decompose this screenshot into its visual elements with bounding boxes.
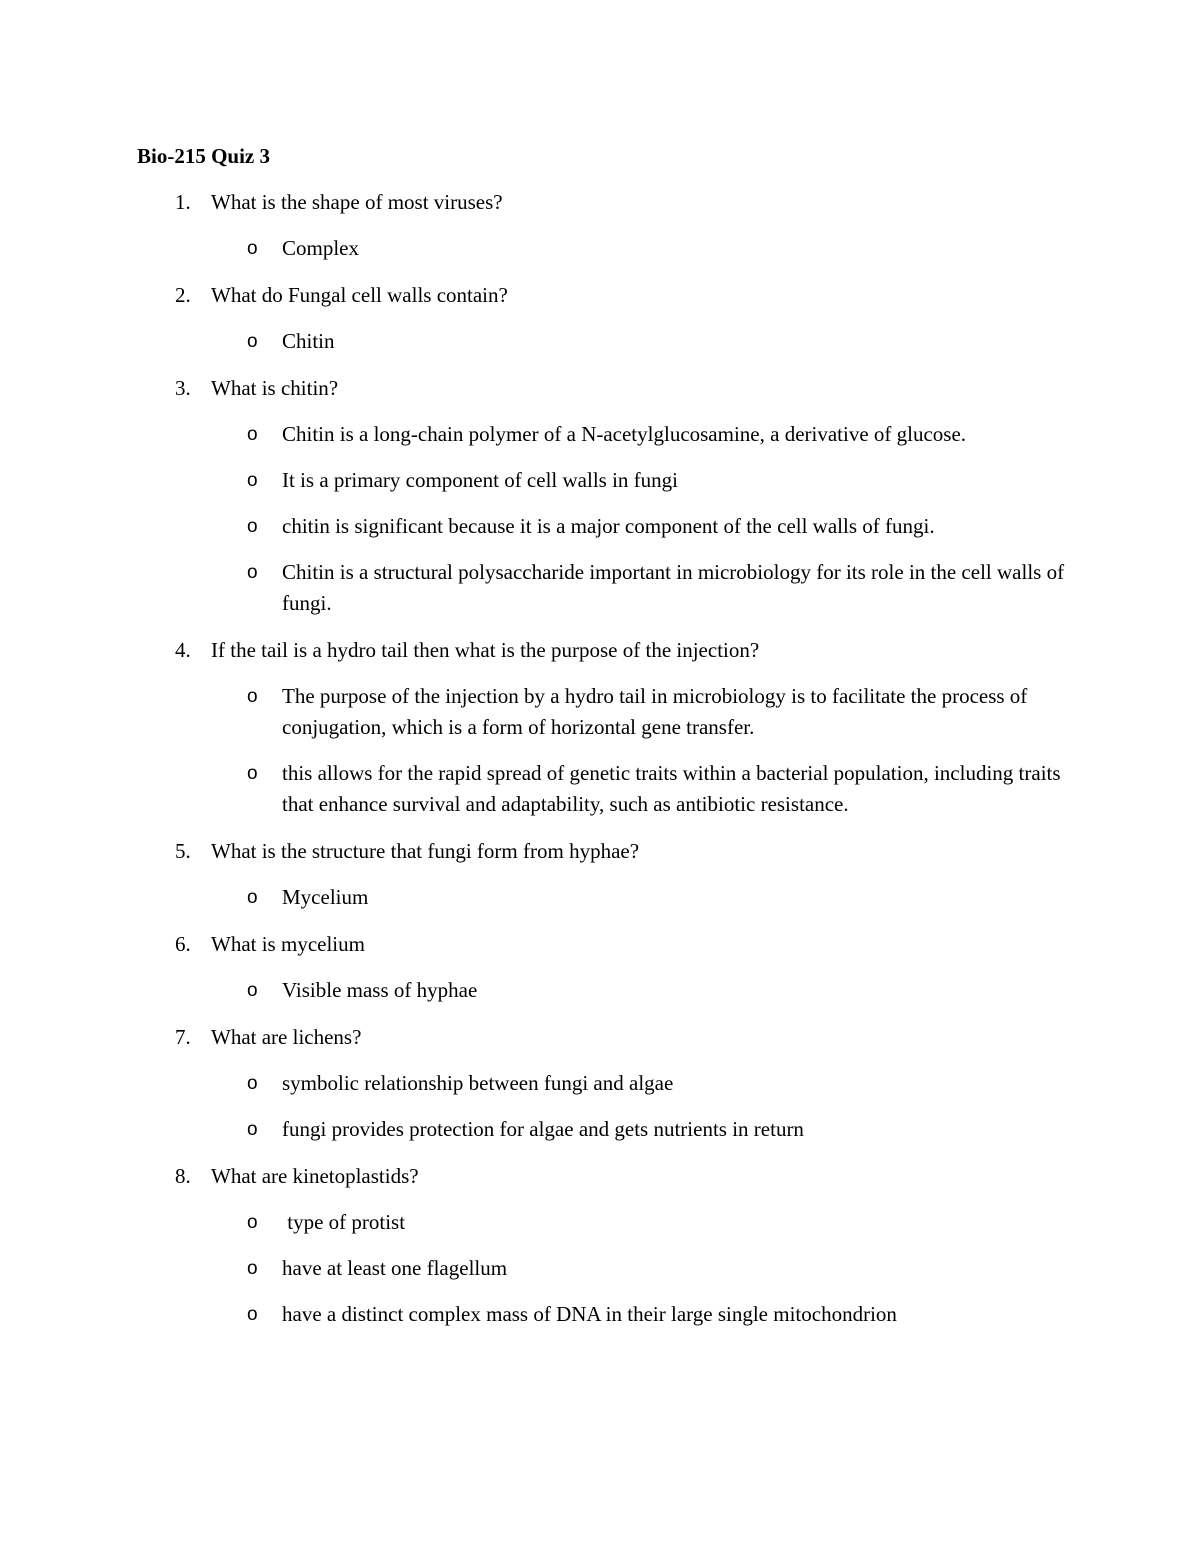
question-row [137,1021,1067,1053]
answer-item [137,758,1067,820]
bullet-icon: o [247,516,258,537]
bullet-icon: o [247,763,258,784]
bullet-icon: o [247,887,258,908]
question-number: 3. [175,376,191,400]
document-body [137,140,1070,1345]
answer-item [137,1068,1067,1099]
answer-item [137,326,1067,357]
question-item [137,186,1067,264]
answer-text: Chitin is a structural polysaccharide important in microbiology for its role in the cell walls of fungi. [282,560,1070,615]
answer-text: have a distinct complex mass of DNA in their large single mitochondrion [282,1302,897,1326]
question-text: What is chitin? [211,376,339,400]
answer-list [137,233,1067,264]
answer-item [137,1114,1067,1145]
bullet-icon: o [247,1212,258,1233]
answer-item [137,419,1067,450]
question-row [137,279,1067,311]
question-item [137,634,1067,820]
question-list [137,186,1070,1330]
question-text: What are kinetoplastids? [211,1164,419,1188]
answer-item [137,233,1067,264]
answer-text: Visible mass of hyphae [282,978,478,1002]
question-item [137,1160,1067,1330]
bullet-icon: o [247,1119,258,1140]
question-item [137,279,1067,357]
answer-item [137,465,1067,496]
question-row [137,928,1067,960]
answer-text: The purpose of the injection by a hydro tail in microbiology is to facilitate the process of conjugation, which is a form of horizontal gene transfer. [282,684,1033,739]
answer-text: have at least one flagellum [282,1256,508,1280]
question-text: What are lichens? [211,1025,362,1049]
question-number: 4. [175,638,191,662]
answer-item [137,511,1067,542]
question-text: What is the structure that fungi form from hyphae? [211,839,640,863]
answer-text: fungi provides protection for algae and gets nutrients in return [282,1117,804,1141]
answer-text: It is a primary component of cell walls in fungi [282,468,678,492]
bullet-icon: o [247,1073,258,1094]
answer-text: Chitin is a long-chain polymer of a N-acetylglucosamine, a derivative of glucose. [282,422,967,446]
question-number: 5. [175,839,191,863]
question-item [137,1021,1067,1145]
answer-item [137,681,1067,743]
bullet-icon: o [247,1258,258,1279]
bullet-icon: o [247,424,258,445]
bullet-icon: o [247,980,258,1001]
question-text: What do Fungal cell walls contain? [211,283,508,307]
question-number: 8. [175,1164,191,1188]
answer-list [137,419,1070,619]
bullet-icon: o [247,1304,258,1325]
question-number: 2. [175,283,191,307]
answer-item [137,1299,1067,1330]
answer-item [137,975,1067,1006]
answer-item [137,1207,1067,1238]
answer-text: Complex [282,236,359,260]
question-row [137,634,1067,666]
question-text: What is mycelium [211,932,365,956]
question-row [137,186,1067,218]
question-text: If the tail is a hydro tail then what is the purpose of the injection? [211,638,760,662]
answer-list [137,1068,1067,1145]
question-item [137,372,1070,619]
answer-list [137,1207,1067,1330]
bullet-icon: o [247,686,258,707]
document-title: Bio-215 Quiz 3 [137,144,271,168]
answer-list [137,681,1067,820]
question-number: 6. [175,932,191,956]
bullet-icon: o [247,470,258,491]
answer-list [137,882,1067,913]
question-row [137,1160,1067,1192]
bullet-icon: o [247,562,258,583]
answer-text: this allows for the rapid spread of genetic traits within a bacterial population, including traits that enhance survival and adaptability, such as antibiotic resistance. [282,761,1066,816]
question-item [137,835,1067,913]
question-row [137,372,1067,404]
question-row [137,835,1067,867]
answer-text: Chitin [282,329,335,353]
answer-item [137,1253,1067,1284]
answer-text: Mycelium [282,885,369,909]
question-item [137,928,1067,1006]
answer-text: type of protist [282,1210,406,1234]
answer-item [137,557,1070,619]
bullet-icon: o [247,331,258,352]
answer-list [137,326,1067,357]
answer-text: chitin is significant because it is a major component of the cell walls of fungi. [282,514,935,538]
bullet-icon: o [247,238,258,259]
answer-item [137,882,1067,913]
answer-list [137,975,1067,1006]
question-number: 7. [175,1025,191,1049]
question-text: What is the shape of most viruses? [211,190,503,214]
answer-text: symbolic relationship between fungi and algae [282,1071,674,1095]
question-number: 1. [175,190,191,214]
